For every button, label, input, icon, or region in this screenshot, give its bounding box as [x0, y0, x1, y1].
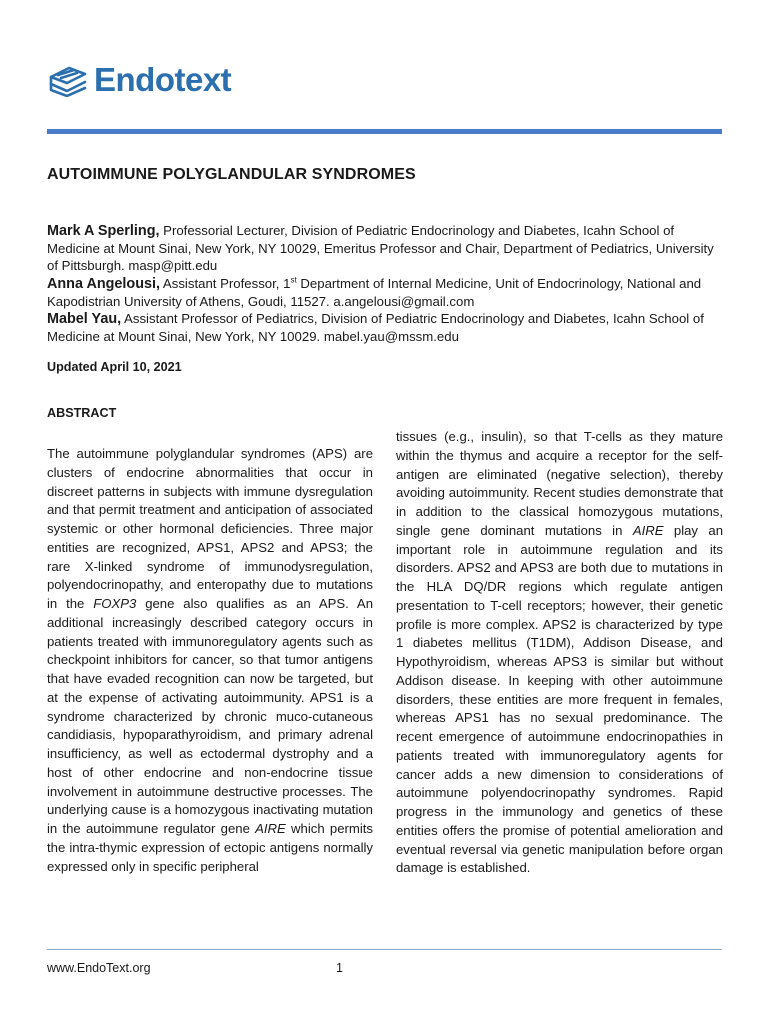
brand-name: Endotext [94, 61, 232, 98]
updated-date: Updated April 10, 2021 [47, 360, 182, 374]
page-title: AUTOIMMUNE POLYGLANDULAR SYNDROMES [47, 166, 416, 183]
stacked-books-icon [48, 63, 88, 97]
abstract-heading: ABSTRACT [47, 406, 117, 420]
author-entry [47, 222, 727, 275]
author-affiliation-cont: Department of Internal Medicine, Unit of Endocrinology, National and Kapodistrian University of Athens, Goudi, 11527. a.angelousi@gmail.com [47, 275, 702, 309]
gene-name: FOXP3 [93, 596, 137, 611]
author-entry [47, 275, 727, 310]
author-list [47, 222, 727, 345]
gene-name: AIRE [255, 821, 286, 836]
author-name: Mark A Sperling, [47, 223, 160, 239]
abstract-text: tissues (e.g., insulin), so that T-cells as they mature within the thymus and acquire a receptor for the self- antigen are eliminated (negative selection), thereby avoiding autoimmunity. Recent studies demonstrate that in addition to the classical homozygous mutations, single gene dominant mutations in [396, 429, 723, 538]
author-entry [47, 310, 727, 345]
author-affiliation: Assistant Professor of Pediatrics, Division of Pediatric Endocrinology and Diabetes, Icahn School of Medicine at Mount Sinai, New York, NY 10029. mabel.yau@mssm.edu [47, 311, 704, 345]
page-number: 1 [336, 961, 343, 975]
abstract-text: which permits the intra-thymic expression of ectopic antigens normally expressed only in specific peripheral [47, 821, 373, 874]
header-rule [47, 129, 722, 134]
abstract-paragraph [396, 428, 723, 878]
ordinal-superscript: st [290, 275, 297, 285]
author-affiliation: Professorial Lecturer, Division of Pediatric Endocrinology and Diabetes, Icahn School of Medicine at Mount Sinai, New York, NY 10029, Emeritus Professor and Chair, Department of Pediatrics, University of Pittsburgh. masp@pitt.edu [47, 223, 714, 274]
abstract-column-left [47, 445, 373, 876]
footer-website-link[interactable]: www.EndoText.org [47, 961, 151, 975]
author-name: Mabel Yau, [47, 311, 122, 328]
author-affiliation: Assistant Professor, 1 [160, 275, 291, 291]
abstract-text: play an important role in autoimmune regulation and its disorders. APS2 and APS3 are both due to mutations in the HLA DQ/DR regions which regulate antigen presentation to T-cell receptors; however, their genetic profile is more complex. APS2 is characterized by type 1 diabetes mellitus (T1DM), Addison Disease, and Hypothyroidism, whereas APS3 is similar but without Addison disease. In keeping with other autoimmune disorders, these entities are more frequent in females, whereas APS1 has no sexual predominance. The recent emergence of autoimmune endocrinopathies in patients treated with immunoregulatory agents for cancer adds a new dimension to considerations of autoimmune polyendocrinopathy syndromes. Rapid progress in the immunology and genetics of these entities offers the promise of potential amelioration and eventual reversal via genetic manipulation before organ damage is established. [396, 522, 723, 876]
author-name: Anna Angelousi, [47, 275, 160, 292]
abstract-text: gene also qualifies as an APS. An additional increasingly described category occurs in patients treated with immunoregulatory agents such as checkpoint inhibitors for cancer, so that tumor antigens that have evaded recognition can now be targeted, but at the expense of activating autoimmunity. APS1 is a syndrome characterized by chronic muco-cutaneous candidiasis, hypoparathyroidism, and primary adrenal insufficiency, as well as ectodermal dystrophy and a host of other endocrine and non-endocrine tissue involvement in autoimmune destructive processes. The underlying cause is a homozygous inactivating mutation in the autoimmune regulator gene [47, 596, 374, 836]
gene-name: AIRE [632, 522, 664, 538]
footer-rule [47, 949, 722, 950]
abstract-paragraph [47, 445, 373, 876]
abstract-text: The autoimmune polyglandular syndromes (APS) are clusters of endocrine abnormalities that occur in discreet patterns in subjects with immune dysregulation and that permit treatment and anticipation of associated systemic or other hormonal deficiencies. Three major entities are recognized, APS1, APS2 and APS3; the rare X-linked syndrome of immunodysregulation, polyendocrinopathy, and enteropathy due to mutations in the [47, 446, 373, 611]
endotext-logo[interactable] [48, 60, 231, 100]
abstract-column-right [396, 428, 723, 878]
